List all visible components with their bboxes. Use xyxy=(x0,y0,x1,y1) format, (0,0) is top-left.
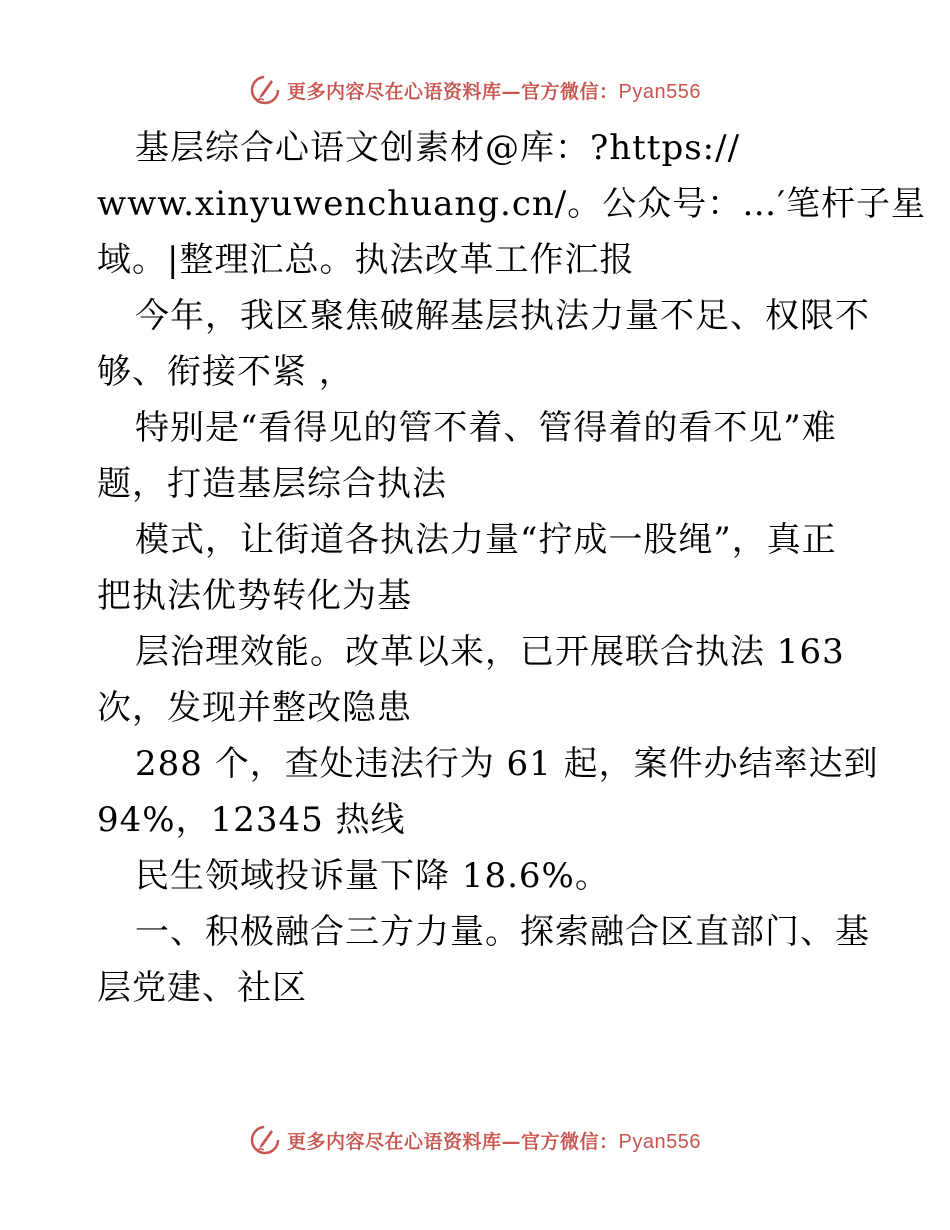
body-line: 特别是“看得见的管不着、管得着的看不见”难 xyxy=(135,408,837,448)
body-line: 够、衔接不紧 ， xyxy=(97,352,354,392)
footer-banner-text: 更多内容尽在心语资料库—官方微信：Pyan556 xyxy=(287,1130,701,1153)
body-line: 民生领域投诉量下降 18.6%。 xyxy=(135,856,610,896)
header-banner xyxy=(0,70,950,110)
header-wechat-id: Pyan556 xyxy=(618,80,701,103)
document-body xyxy=(97,120,926,1016)
body-line: 层治理效能。改革以来，已开展联合执法 163 xyxy=(135,632,845,672)
body-line: 层党建、社区 xyxy=(97,968,307,1008)
body-line: 今年，我区聚焦破解基层执法力量不足、权限不 xyxy=(135,296,870,336)
footer-wechat-id: Pyan556 xyxy=(618,1130,701,1153)
body-line: www.xinyuwenchuang.cn/。公众号：…′笔杆子星 xyxy=(97,184,926,224)
body-line: 94%，12345 热线 xyxy=(97,800,406,840)
body-line: 题，打造基层综合执法 xyxy=(97,464,447,504)
body-line: 288 个，查处违法行为 61 起，案件办结率达到 xyxy=(135,744,879,784)
quill-pen-logo-icon xyxy=(249,74,281,106)
body-line: 次，发现并整改隐患 xyxy=(97,688,412,728)
body-line: 模式，让街道各执法力量“拧成一股绳”，真正 xyxy=(135,520,837,560)
body-line: 把执法优势转化为基 xyxy=(97,576,412,616)
header-banner-text: 更多内容尽在心语资料库—官方微信：Pyan556 xyxy=(287,80,701,103)
quill-pen-logo-icon xyxy=(249,1124,281,1156)
body-line: 域。|整理汇总。执法改革工作汇报 xyxy=(97,240,635,280)
footer-banner xyxy=(0,1120,950,1160)
body-line: 一、积极融合三方力量。探索融合区直部门、基 xyxy=(135,912,870,952)
body-line: 基层综合心语文创素材@库：?https:// xyxy=(135,128,741,168)
